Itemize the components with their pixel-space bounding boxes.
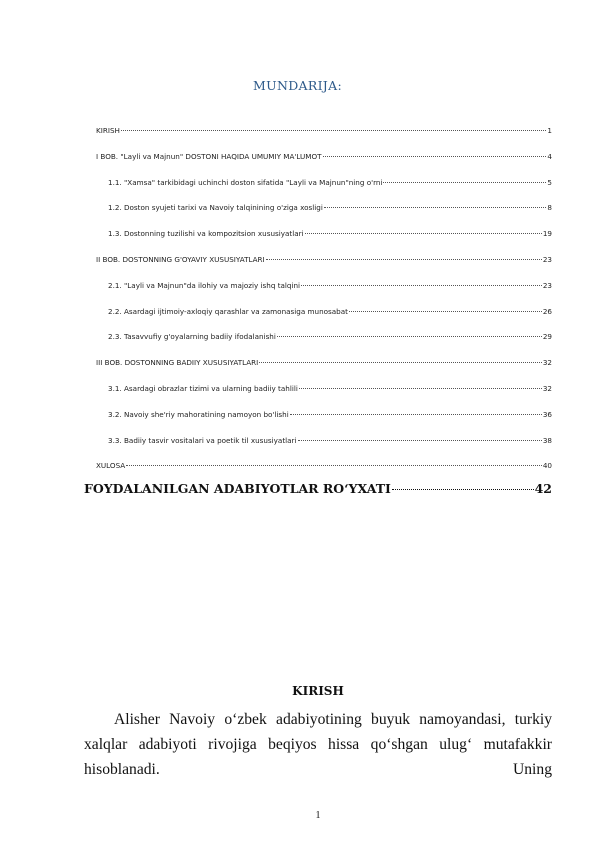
toc-entry-page: 23 xyxy=(542,255,552,264)
toc-entry-label: 1.2. Doston syujeti tarixi va Navoiy talqinining o'ziga xosligi xyxy=(108,203,323,212)
toc-leader-dots xyxy=(266,258,542,260)
toc-entry-bibliography[interactable] xyxy=(84,481,552,496)
toc-leader-dots xyxy=(298,439,542,441)
toc-entry-page: 40 xyxy=(542,461,552,470)
toc-entry-page: 4 xyxy=(547,152,552,161)
toc-leader-dots xyxy=(126,464,542,466)
toc-entry-page: 23 xyxy=(542,281,552,290)
toc-entry[interactable] xyxy=(108,229,552,238)
toc-entry-page: 32 xyxy=(542,384,552,393)
toc-leader-dots xyxy=(323,155,547,157)
toc-leader-dots xyxy=(305,232,542,234)
section-heading: KIRISH xyxy=(292,684,344,698)
toc-leader-dots xyxy=(259,361,542,363)
toc-entry-label: II BOB. DOSTONNING G'OYAVIY XUSUSIYATLARI xyxy=(96,255,265,264)
toc-entry-label: 3.1. Asardagi obrazlar tizimi va ularning badiiy tahlili xyxy=(108,384,298,393)
toc-entry[interactable] xyxy=(108,281,552,290)
toc-entry-page: 8 xyxy=(547,203,552,212)
toc-entry-label: 2.2. Asardagi ijtimoiy-axloqiy qarashlar va zamonasiga munosabat xyxy=(108,307,348,316)
toc-entry-label: I BOB. "Layli va Majnun" DOSTONI HAQIDA UMUMIY MA'LUMOT xyxy=(96,152,322,161)
toc-entry-label: 3.3. Badiiy tasvir vositalari va poetik til xususiyatlari xyxy=(108,436,297,445)
toc-entry-label: FOYDALANILGAN ADABIYOTLAR RO‘YXATI xyxy=(84,481,391,496)
toc-entry[interactable] xyxy=(96,358,552,367)
toc-leader-dots xyxy=(290,413,542,415)
body-paragraph: Alisher Navoiy o‘zbek adabiyotining buyuk namoyandasi, turkiy xalqlar adabiyoti rivojiga beqiyos hissa qo‘shgan ulug‘ mutafakkir hisoblanadi. Uning xyxy=(84,711,552,778)
page-number: 1 xyxy=(315,810,321,821)
toc-entry-label: 2.1. "Layli va Majnun"da ilohiy va majoziy ishq talqini xyxy=(108,281,301,290)
toc-leader-dots xyxy=(299,387,542,389)
toc-entry-label: 2.3. Tasavvufiy g'oyalarning badiiy ifodalanishi xyxy=(108,332,276,341)
toc-title: MUNDARIJA: xyxy=(253,78,342,93)
toc-entry[interactable] xyxy=(108,384,552,393)
toc-leader-dots xyxy=(121,129,547,131)
toc-entry-page: 5 xyxy=(547,178,552,187)
toc-entry[interactable] xyxy=(108,178,552,187)
toc-entry[interactable] xyxy=(96,255,552,264)
toc-entry-page: 19 xyxy=(542,229,552,238)
toc-entry[interactable] xyxy=(108,410,552,419)
toc-entry-page: 42 xyxy=(534,481,552,496)
toc-entry-label: 3.2. Navoiy she'riy mahoratining namoyon bo'lishi xyxy=(108,410,289,419)
toc-entry-label: 1.1. "Xamsa" tarkibidagi uchinchi doston sifatida "Layli va Majnun"ning o'rni xyxy=(108,178,383,187)
toc-leader-dots xyxy=(349,310,542,312)
toc-entry-label: KIRISH xyxy=(96,126,120,135)
toc-entry-label: 1.3. Dostonning tuzilishi va kompozitsion xususiyatlari xyxy=(108,229,304,238)
toc-leader-dots xyxy=(392,489,534,490)
toc-entry-page: 26 xyxy=(542,307,552,316)
toc-entry-page: 29 xyxy=(542,332,552,341)
toc-leader-dots xyxy=(277,335,542,337)
toc-entry[interactable] xyxy=(96,126,552,135)
toc-entry[interactable] xyxy=(108,332,552,341)
toc-entry-page: 32 xyxy=(542,358,552,367)
toc-entry[interactable] xyxy=(108,436,552,445)
toc-leader-dots xyxy=(383,181,546,183)
toc-entry[interactable] xyxy=(96,461,552,470)
toc-entry-label: XULOSA xyxy=(96,461,126,470)
toc-entry-label: III BOB. DOSTONNING BADIIY XUSUSIYATLARI xyxy=(96,358,259,367)
toc-entry[interactable] xyxy=(96,152,552,161)
toc-entry[interactable] xyxy=(108,307,552,316)
toc-entry-page: 36 xyxy=(542,410,552,419)
toc-entry-page: 38 xyxy=(542,436,552,445)
toc-entry[interactable] xyxy=(108,203,552,212)
toc-leader-dots xyxy=(324,206,547,208)
toc-entry-page: 1 xyxy=(547,126,552,135)
toc-leader-dots xyxy=(301,284,542,286)
